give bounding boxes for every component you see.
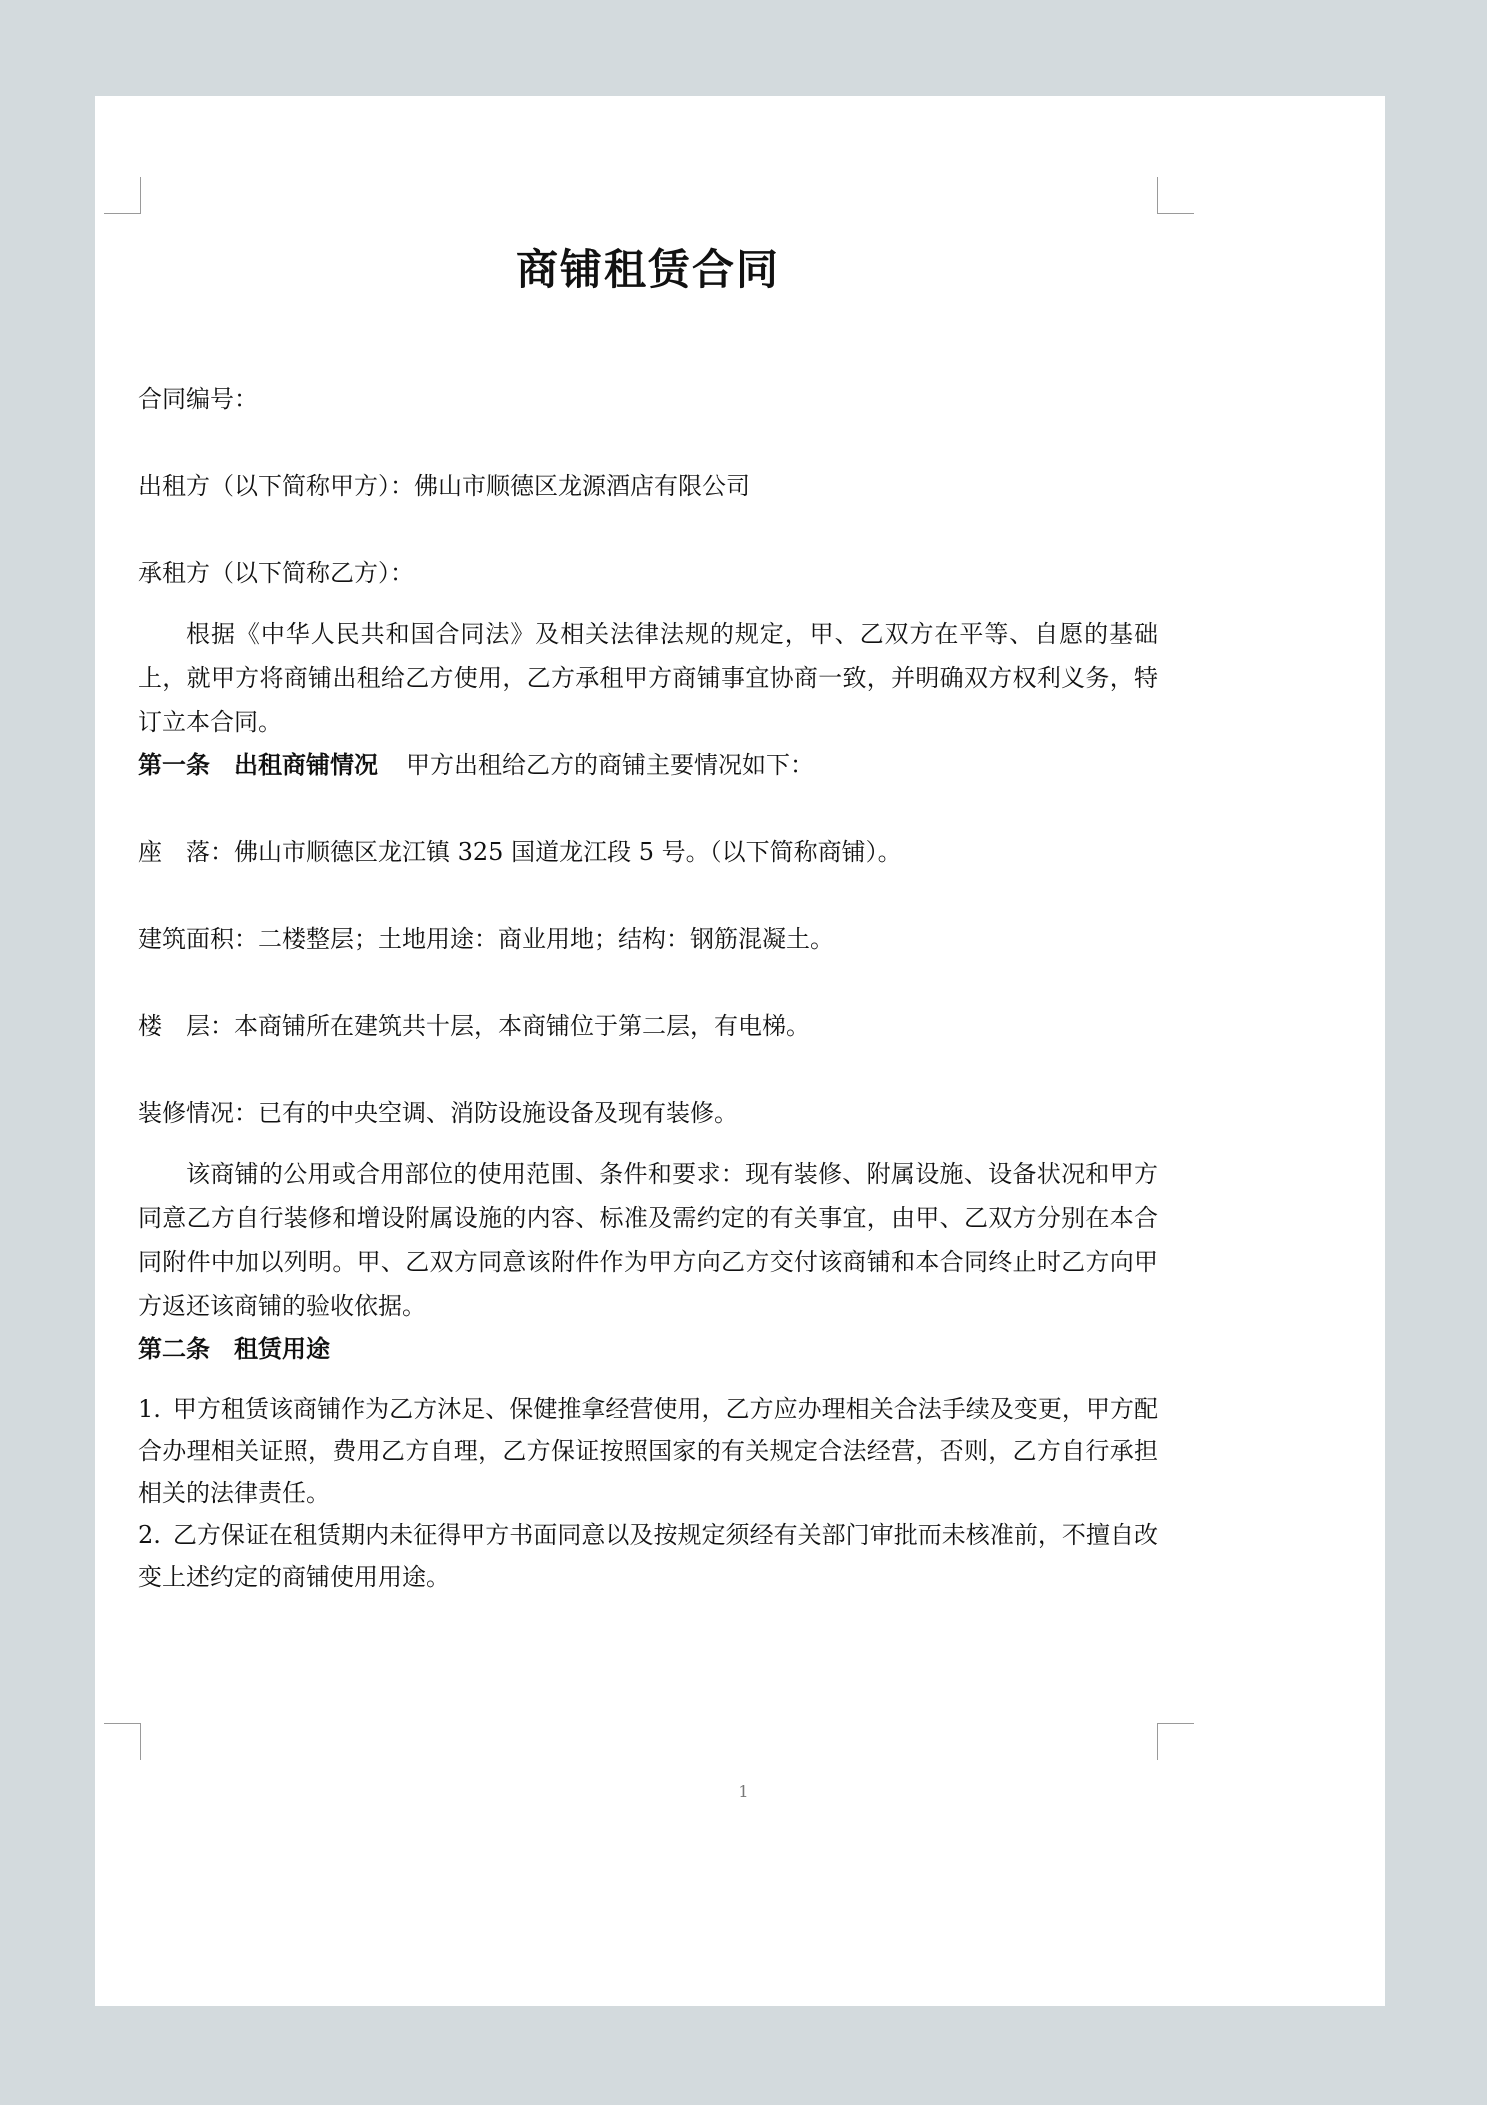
list-item-text: 甲方租赁该商铺作为乙方沐足、保健推拿经营使用，乙方应办理相关合法手续及变更，甲方配合办理相关证照，费用乙方自理，乙方保证按照国家的有关规定合法经营，否则，乙方自行承担相关的法律责任。	[138, 1395, 1158, 1507]
floor-line: 楼 层：本商铺所在建筑共十层，本商铺位于第二层，有电梯。	[138, 1012, 810, 1040]
article-1-heading	[138, 744, 1158, 786]
article-2-title: 租赁用途	[234, 1335, 330, 1363]
crop-mark-top-right	[1157, 177, 1194, 214]
article-1-intro: 甲方出租给乙方的商铺主要情况如下：	[406, 751, 814, 779]
article-1-number: 第一条	[138, 751, 210, 779]
document-body	[138, 240, 1158, 1598]
location-mid: 国道龙江段	[503, 838, 639, 866]
list-item-number: 2.	[138, 1521, 161, 1549]
location-road-number: 325	[457, 838, 504, 866]
crop-mark-bottom-right	[1157, 1723, 1194, 1760]
document-title: 商铺租赁合同	[515, 245, 780, 294]
article-1-title: 出租商铺情况	[234, 751, 378, 779]
area-line: 建筑面积：二楼整层；土地用途：商业用地；结构：钢筋混凝土。	[138, 925, 834, 953]
scope-paragraph: 该商铺的公用或合用部位的使用范围、条件和要求：现有装修、附属设施、设备状况和甲方同意乙方自行装修和增设附属设施的内容、标准及需约定的有关事宜，由甲、乙双方分别在本合同附件中加以列明。甲、乙双方同意该附件作为甲方向乙方交付该商铺和本合同终止时乙方向甲方返还该商铺的验收依据。	[138, 1160, 1158, 1320]
location-prefix: 座 落：佛山市顺德区龙江镇	[138, 838, 458, 866]
list-item	[138, 1514, 1158, 1598]
article-2-heading	[138, 1328, 1158, 1370]
crop-mark-top-left	[104, 177, 141, 214]
decoration-line: 装修情况：已有的中央空调、消防设施设备及现有装修。	[138, 1099, 738, 1127]
page-number: 1	[738, 1782, 749, 1801]
crop-mark-bottom-left	[104, 1723, 141, 1760]
article-2-number: 第二条	[138, 1335, 210, 1363]
list-item-number: 1.	[138, 1395, 161, 1423]
lessee-line: 承租方（以下简称乙方）：	[138, 559, 414, 587]
contract-number-label: 合同编号：	[138, 385, 258, 413]
lessor-line: 出租方（以下简称甲方）：佛山市顺德区龙源酒店有限公司	[138, 472, 750, 500]
location-line	[138, 831, 1158, 873]
list-item-text: 乙方保证在租赁期内未征得甲方书面同意以及按规定须经有关部门审批而未核准前，不擅自改变上述约定的商铺使用用途。	[138, 1521, 1158, 1591]
location-suffix: 号。（以下简称商铺）。	[654, 838, 902, 866]
list-item	[138, 1388, 1158, 1514]
preamble-paragraph: 根据《中华人民共和国合同法》及相关法律法规的规定，甲、乙双方在平等、自愿的基础上，就甲方将商铺出租给乙方使用，乙方承租甲方商铺事宜协商一致，并明确双方权利义务，特订立本合同。	[138, 620, 1158, 736]
location-house-number: 5	[638, 838, 654, 866]
